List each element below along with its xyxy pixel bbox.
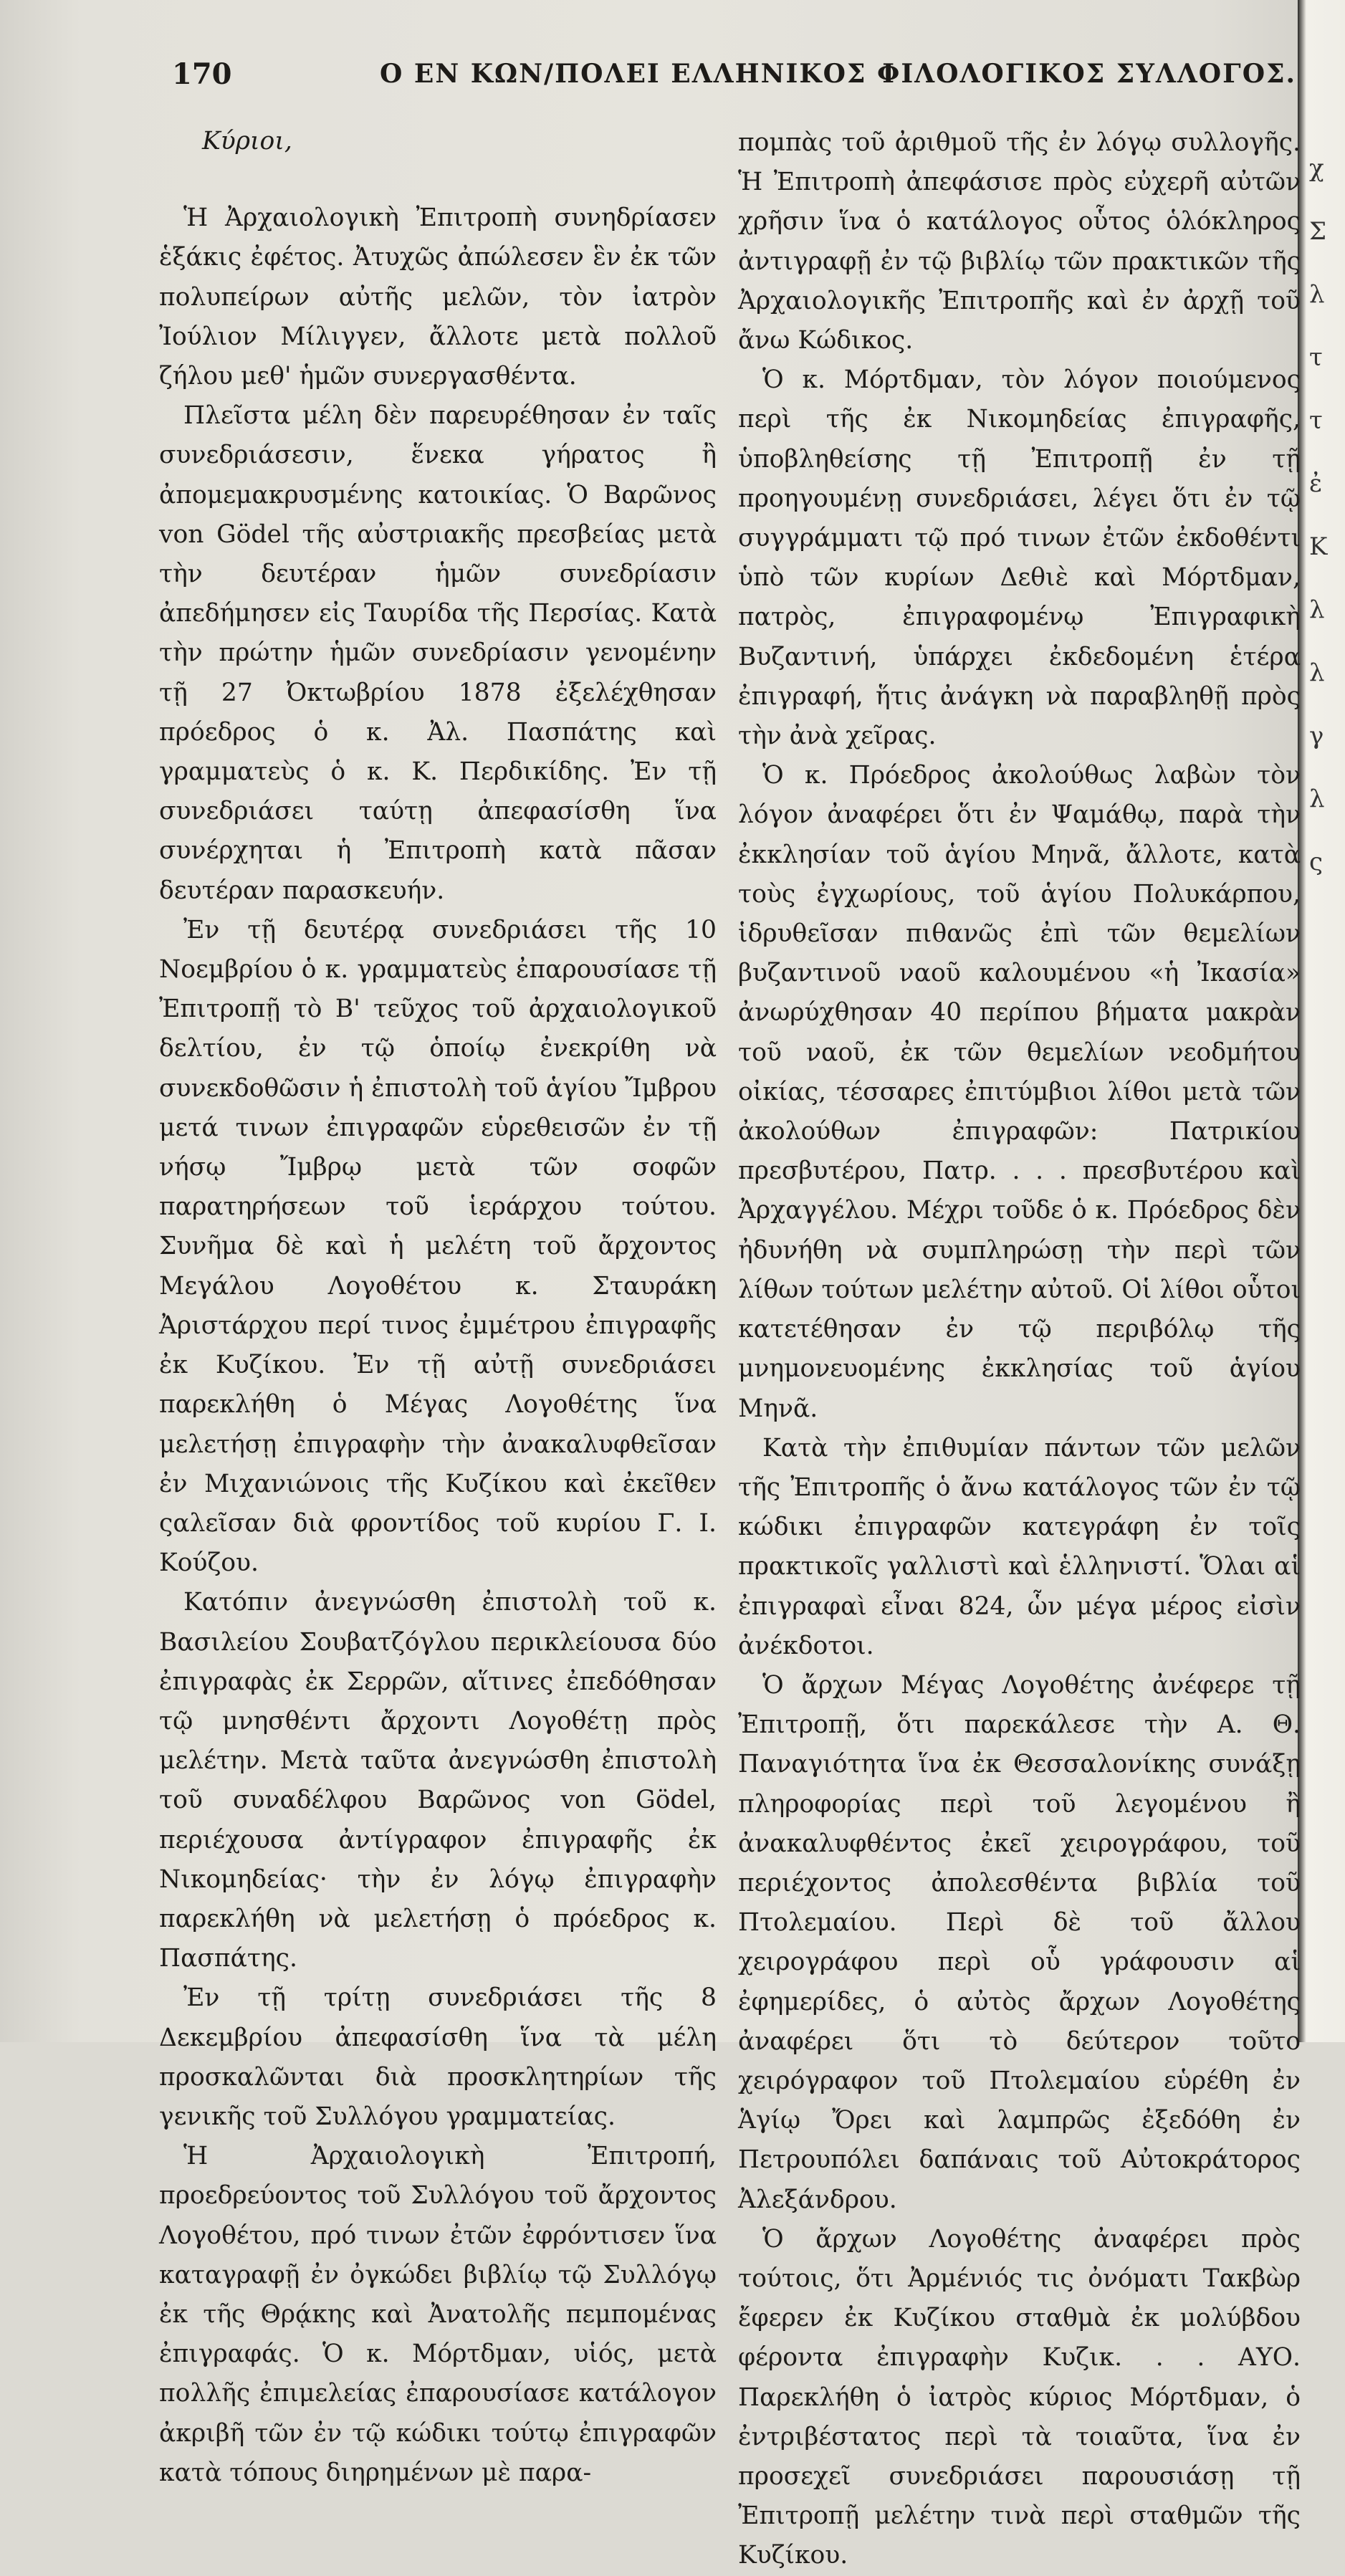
adjacent-page-edge bbox=[1298, 0, 1345, 2042]
salutation: Κύριοι, bbox=[202, 127, 292, 155]
paragraph: Ἐν τῇ τρίτῃ συνεδριάσει τῆς 8 Δεκεμβρίου ἀπεφασίσθη ἵνα τὰ μέλη προσκαλῶνται διὰ προσκλητηρίων τῆς γενικῆς τοῦ Συλλόγου γραμματείας. bbox=[159, 1983, 717, 2131]
margin-fragment: λ bbox=[1309, 595, 1325, 624]
paragraph: Ὁ κ. Μόρτδμαν, τὸν λόγον ποιούμενος περὶ τῆς ἐκ Νικομηδείας ἐπιγραφῆς, ὑποβληθείσης τῇ Ἐπιτροπῇ ἐν τῇ προηγουμένῃ συνεδριάσει, λέγει ὅτι ἐν τῷ συγγράμματι τῷ πρό τινων ἐτῶν ἐκδοθέντι ὑπὸ τῶν κυρίων Δεθιὲ καὶ Μόρτδμαν, πατρὸς, ἐπιγραφομένῳ Ἐπιγραφικὴ Βυζαντινή, ὑπάρχει ἐκδεδομένη ἑτέρα ἐπιγραφή, ἥτις ἀνάγκη νὰ παραβληθῇ πρὸς τὴν ἀνὰ χεῖρας. bbox=[738, 365, 1301, 751]
margin-fragment: λ bbox=[1309, 785, 1325, 813]
paragraph: Ἡ Ἀρχαιολογικὴ Ἐπιτροπὴ συνηδρίασεν ἑξάκις ἐφέτος. Ἀτυχῶς ἀπώλεσεν ἓν ἐκ τῶν πολυπείρων αὐτῆς μελῶν, τὸν ἰατρὸν Ἰούλιον Μίλιγγεν, ἄλλοτε μετὰ πολλοῦ ζήλου μεθ' ἡμῶν συνεργασθέντα. bbox=[159, 204, 717, 391]
page-number: 170 bbox=[172, 57, 232, 91]
margin-fragment: λ bbox=[1309, 659, 1325, 687]
right-column bbox=[738, 123, 1301, 2576]
margin-fragment: τ bbox=[1309, 343, 1323, 372]
margin-fragment: Κ bbox=[1309, 532, 1328, 561]
paragraph: Ἡ Ἀρχαιολογικὴ Ἐπιτροπή, προεδρεύοντος τοῦ Συλλόγου τοῦ ἄρχοντος Λογοθέτου, πρό τινων ἐτῶν ἐφρόντισεν ἵνα καταγραφῇ ἐν ὀγκώδει βιβλίῳ τῷ Συλλόγῳ ἐκ τῆς Θρᾴκης καὶ Ἀνατολῆς πεμπομένας ἐπιγραφάς. Ὁ κ. Μόρτδμαν, υἱός, μετὰ πολλῆς ἐπιμελείας ἐπαρουσίασε κατάλογον ἀκριβῆ τῶν ἐν τῷ κώδικι τούτῳ ἐπιγραφῶν κατὰ τόπους διηρημένων μὲ παρα- bbox=[159, 2142, 717, 2487]
paragraph: Κατὰ τὴν ἐπιθυμίαν πάντων τῶν μελῶν τῆς Ἐπιτροπῆς ὁ ἄνω κατάλογος τῶν ἐν τῷ κώδικι ἐπιγραφῶν κατεγράφη ἐν τοῖς πρακτικοῖς γαλλιστὶ καὶ ἑλληνιστί. Ὅλαι αἱ ἐπιγραφαὶ εἶναι 824, ὧν μέγα μέρος εἰσὶν ἀνέκδοτοι. bbox=[738, 1433, 1301, 1660]
running-head: Ο ΕΝ ΚΩΝ/ΠΟΛΕΙ ΕΛΛΗΝΙΚΟΣ ΦΙΛΟΛΟΓΙΚΟΣ ΣΥΛΛΟΓΟΣ. bbox=[380, 59, 1297, 89]
margin-fragment: λ bbox=[1309, 280, 1325, 309]
margin-fragment: τ bbox=[1309, 406, 1323, 435]
paragraph: Ὁ ἄρχων Λογοθέτης ἀναφέρει πρὸς τούτοις, ὅτι Ἀρμένιός τις ὀνόματι Τακβὼρ ἔφερεν ἐκ Κυζίκου σταθμὰ ἐκ μολύβδου φέροντα ἐπιγραφὴν Κυζικ. . . ΑΥΟ. Παρεκλήθη ὁ ἰατρὸς κύριος Μόρτδμαν, ὁ ἐντριβέστατος περὶ τὰ τοιαῦτα, ἵνα ἐν προσεχεῖ συνεδριάσει παρουσιάσῃ τῇ Ἐπιτροπῇ μελέτην τινὰ περὶ σταθμῶν τῆς Κυζίκου. bbox=[738, 2224, 1301, 2570]
paragraph: Κατόπιν ἀνεγνώσθη ἐπιστολὴ τοῦ κ. Βασιλείου Σουβατζόγλου περικλείουσα δύο ἐπιγραφὰς ἐκ Σερρῶν, αἵτινες ἐπεδόθησαν τῷ μνησθέντι ἄρχοντι Λογοθέτῃ πρὸς μελέτην. Μετὰ ταῦτα ἀνεγνώσθη ἐπιστολὴ τοῦ συναδέλφου Βαρῶνος von Gödel, περιέχουσα ἀντίγραφον ἐπιγραφῆς ἐκ Νικομηδείας· τὴν ἐν λόγῳ ἐπιγραφὴν παρεκλήθη νὰ μελετήσῃ ὁ πρόεδρος κ. Πασπάτης. bbox=[159, 1588, 717, 1973]
margin-fragments bbox=[1309, 154, 1338, 876]
margin-fragment: Σ bbox=[1309, 217, 1327, 246]
paragraph: Ἐν τῇ δευτέρᾳ συνεδριάσει τῆς 10 Νοεμβρίου ὁ κ. γραμματεὺς ἐπαρουσίασε τῇ Ἐπιτροπῇ τὸ Β' τεῦχος τοῦ ἀρχαιολογικοῦ δελτίου, ἐν τῷ ὁποίῳ ἐνεκρίθη νὰ συνεκδοθῶσιν ἡ ἐπιστολὴ τοῦ ἁγίου Ἴμβρου μετά τινων ἐπιγραφῶν εὑρεθεισῶν ἐν τῇ νήσῳ Ἴμβρῳ μετὰ τῶν σοφῶν παρατηρήσεων τοῦ ἱεράρχου τούτου. Συνῆμα δὲ καὶ ἡ μελέτη τοῦ ἄρχοντος Μεγάλου Λογοθέτου κ. Σταυράκη Ἀριστάρχου περί τινος ἐμμέτρου ἐπιγραφῆς ἐκ Κυζίκου. Ἐν τῇ αὐτῇ συνεδριάσει παρεκλήθη ὁ Μέγας Λογοθέτης ἵνα μελετήσῃ ἐπιγραφὴν τὴν ἀνακαλυφθεῖσαν ἐν Μιχανιώνοις τῆς Κυζίκου καὶ ἐκεῖθεν ςαλεῖσαν διὰ φροντίδος τοῦ κυρίου Γ. Ι. Κούζου. bbox=[159, 915, 717, 1578]
page-header bbox=[172, 57, 1297, 100]
paragraph: Ὁ κ. Πρόεδρος ἀκολούθως λαβὼν τὸν λόγον ἀναφέρει ὅτι ἐν Ψαμάθῳ, παρὰ τὴν ἐκκλησίαν τοῦ ἁγίου Μηνᾶ, ἄλλοτε, κατὰ τοὺς ἐγχωρίους, τοῦ ἁγίου Πολυκάρπου, ἱδρυθεῖσαν πιθανῶς ἐπὶ τῶν θεμελίων βυζαντινοῦ ναοῦ καλουμένου «ἡ Ἰκασία» ἀνωρύχθησαν 40 περίπου βήματα μακρὰν τοῦ ναοῦ, ἐκ τῶν θεμελίων νεοδμήτου οἰκίας, τέσσαρες ἐπιτύμβιοι λίθοι μετὰ τῶν ἀκολούθων ἐπιγραφῶν: Πατρικίου πρεσβυτέρου, Πατρ. . . . πρεσβυτέρου καὶ Ἀρχαγγέλου. Μέχρι τοῦδε ὁ κ. Πρόεδρος δὲν ἠδυνήθη νὰ συμπληρώσῃ τὴν περὶ τῶν λίθων τούτων μελέτην αὐτοῦ. Οἱ λίθοι οὗτοι κατετέθησαν ἐν τῷ περιβόλῳ τῆς μνημονευομένης ἐκκλησίας τοῦ ἁγίου Μηνᾶ. bbox=[738, 761, 1301, 1423]
paragraph: πομπὰς τοῦ ἀριθμοῦ τῆς ἐν λόγῳ συλλογῆς. Ἡ Ἐπιτροπὴ ἀπεφάσισε πρὸς εὐχερῆ αὐτῶν χρῆσιν ἵνα ὁ κατάλογος οὗτος ὁλόκληρος ἀντιγραφῇ ἐν τῷ βιβλίῳ τῶν πρακτικῶν τῆς Ἀρχαιολογικῆς Ἐπιτροπῆς καὶ ἐν ἀρχῇ τοῦ ἄνω Κώδικος. bbox=[738, 128, 1301, 355]
margin-fragment: ἐ bbox=[1309, 469, 1323, 498]
margin-fragment: ς bbox=[1309, 848, 1324, 876]
margin-fragment: γ bbox=[1309, 722, 1324, 750]
paragraph: Πλεῖστα μέλη δὲν παρευρέθησαν ἐν ταῖς συνεδριάσεσιν, ἕνεκα γήρατος ἢ ἀπομεμακρυσμένης κατοικίας. Ὁ Βαρῶνος von Gödel τῆς αὐστριακῆς πρεσβείας μετὰ τὴν δευτέραν ἡμῶν συνεδρίασιν ἀπεδήμησεν εἰς Ταυρίδα τῆς Περσίας. Κατὰ τὴν πρώτην ἡμῶν συνεδρίασιν γενομένην τῇ 27 Ὀκτωβρίου 1878 ἐξελέχθησαν πρόεδρος ὁ κ. Ἀλ. Πασπάτης καὶ γραμματεὺς ὁ κ. Κ. Περδικίδης. Ἐν τῇ συνεδριάσει ταύτῃ ἀπεφασίσθη ἵνα συνέρχηται ἡ Ἐπιτροπὴ κατὰ πᾶσαν δευτέραν παρασκευήν. bbox=[159, 401, 717, 905]
margin-fragment: χ bbox=[1309, 154, 1324, 183]
paragraph: Ὁ ἄρχων Μέγας Λογοθέτης ἀνέφερε τῇ Ἐπιτροπῇ, ὅτι παρεκάλεσε τὴν Α. Θ. Παναγιότητα ἵνα ἐκ Θεσσαλονίκης συνάξῃ πληροφορίας περὶ τοῦ λεγομένου ἢ ἀνακαλυφθέντος ἐκεῖ χειρογράφου, τοῦ περιέχοντος ἀπολεσθέντα βιβλία τοῦ Πτολεμαίου. Περὶ δὲ τοῦ ἄλλου χειρογράφου περὶ οὗ γράφουσιν αἱ ἐφημερίδες, ὁ αὐτὸς ἄρχων Λογοθέτης ἀναφέρει ὅτι τὸ δεύτερον τοῦτο χειρόγραφον τοῦ Πτολεμαίου εὑρέθη ἐν Ἁγίῳ Ὄρει καὶ λαμπρῶς ἐξεδόθη ἐν Πετρουπόλει δαπάναις τοῦ Αὐτοκράτορος Ἀλεξάνδρου. bbox=[738, 1670, 1301, 2214]
left-column bbox=[159, 122, 717, 2493]
